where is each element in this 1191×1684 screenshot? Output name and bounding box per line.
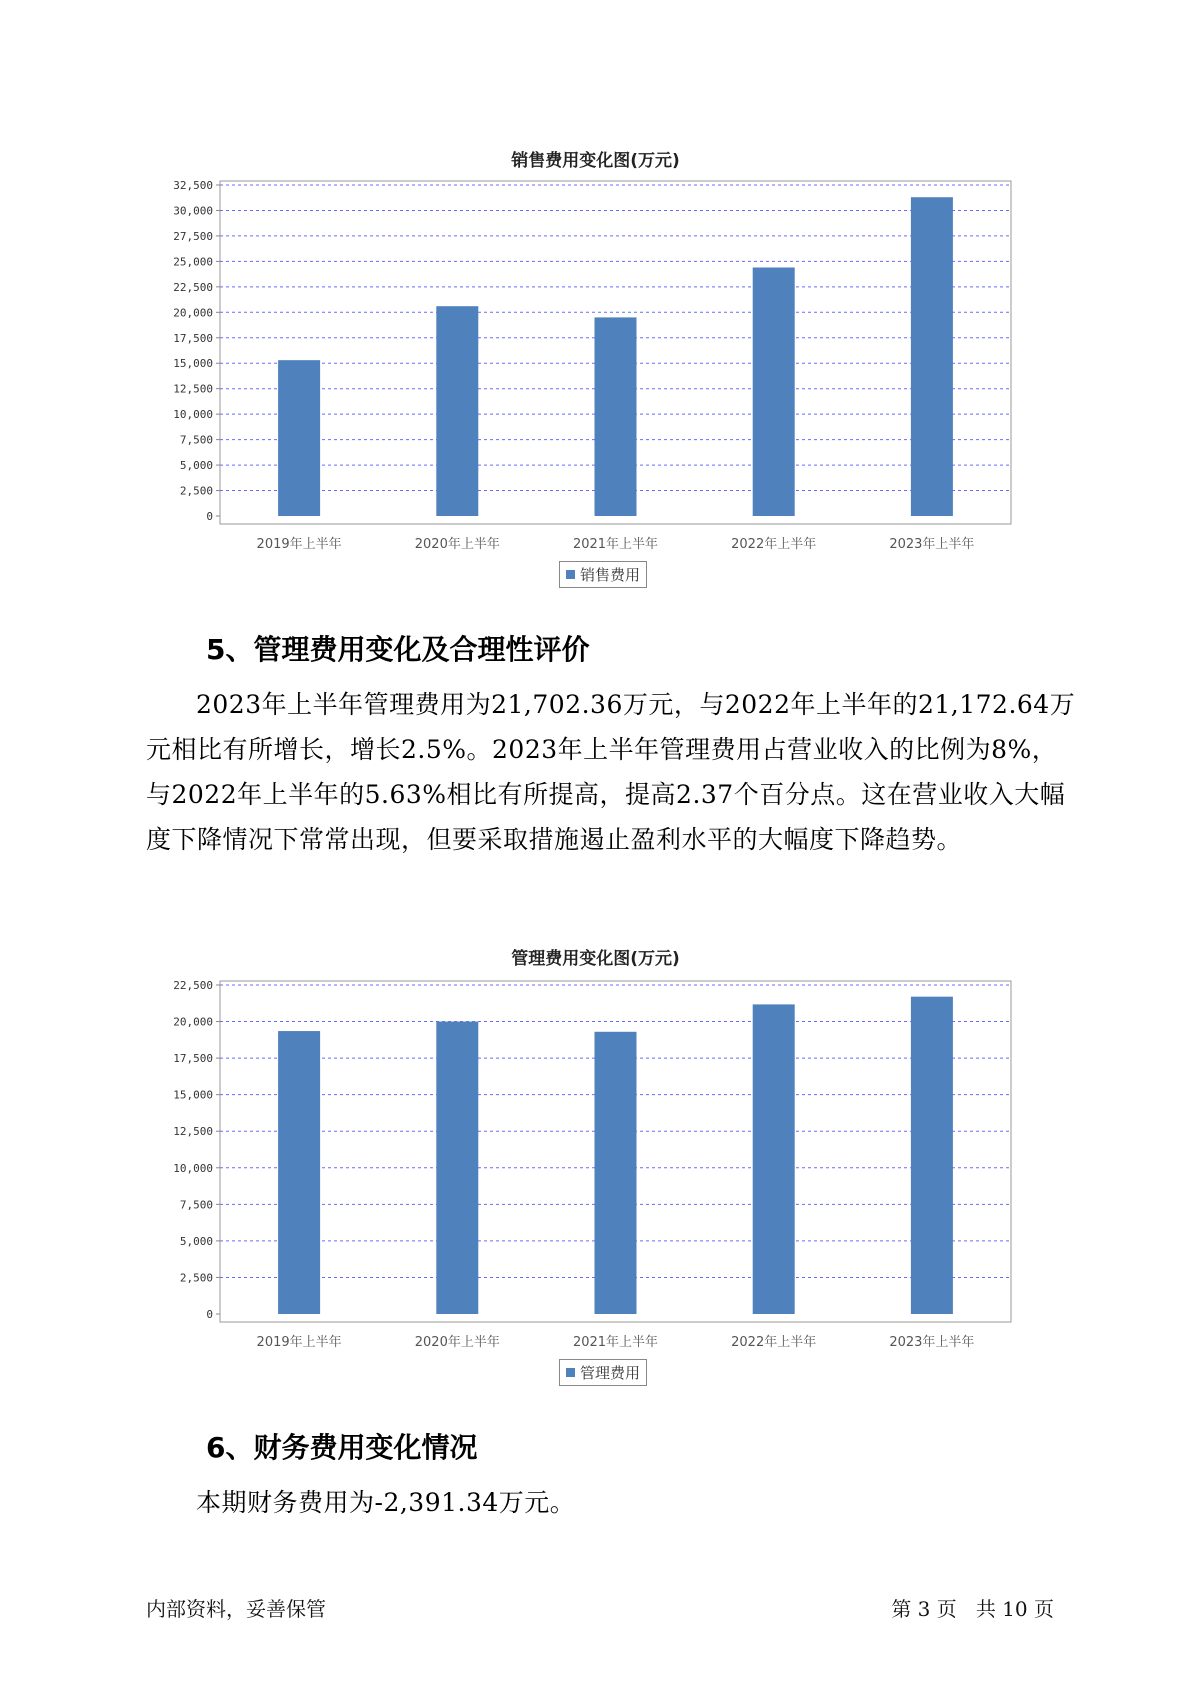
x-tick-label: 2023年上半年 [889,537,975,552]
y-tick-label: 2,500 [179,1271,213,1285]
y-tick-label: 7,500 [179,433,213,447]
section-6-paragraph: 本期财务费用为-2,391.34万元。 [196,1488,576,1517]
bar [753,1004,795,1314]
footer-page-number: 第 3 页 共 10 页 [891,1597,1054,1621]
x-tick-label: 2019年上半年 [256,537,342,552]
y-tick-label: 15,000 [173,1088,213,1102]
section-5-heading: 5、管理费用变化及合理性评价 [206,633,590,666]
x-tick-label: 2020年上半年 [414,537,500,552]
section-5-paragraph: 2023年上半年管理费用为21,702.36万元，与2022年上半年的21,172.64万元相比有所增长，增长2.5%。2023年上半年管理费用占营业收入的比例为8%，与2022年上半年的5.63%相比有所提高，提高2.37个百分点。这在营业收入大幅度下降情况下常常出现，但要采取措施遏止盈利水平的大幅度下降趋势。 [146,690,1076,854]
bar [595,1032,637,1314]
bar [436,1022,478,1314]
y-tick-label: 5,000 [179,1234,213,1248]
legend-label: 销售费用 [580,566,641,584]
y-tick-label: 12,500 [173,1125,213,1139]
y-tick-label: 5,000 [179,459,213,473]
y-tick-label: 25,000 [173,255,213,269]
y-tick-label: 32,500 [173,179,213,192]
x-tick-label: 2021年上半年 [572,537,659,552]
x-tick-label: 2022年上半年 [731,537,817,552]
admin-expense-legend [559,1359,647,1386]
y-tick-label: 10,000 [173,408,213,422]
y-tick-label: 0 [206,510,213,523]
bar [278,1031,320,1314]
bar [911,997,953,1314]
admin-expense-chart-title: 管理费用变化图(万元) [511,949,680,969]
y-tick-label: 15,000 [173,357,213,371]
x-tick-label: 2019年上半年 [256,1335,342,1350]
y-tick-label: 20,000 [173,306,213,320]
x-tick-label: 2021年上半年 [572,1335,659,1350]
y-tick-label: 10,000 [173,1161,213,1175]
y-tick-label: 7,500 [179,1198,213,1212]
y-tick-label: 30,000 [173,204,213,218]
y-tick-label: 12,500 [173,382,213,396]
section-6-heading: 6、财务费用变化情况 [206,1431,478,1464]
legend-swatch [566,1368,575,1377]
y-tick-label: 0 [206,1308,213,1321]
footer-confidential: 内部资料，妥善保管 [146,1597,326,1621]
y-tick-label: 22,500 [173,979,213,992]
y-tick-label: 20,000 [173,1015,213,1029]
y-tick-label: 2,500 [179,484,213,498]
legend-label: 管理费用 [580,1364,641,1382]
y-tick-label: 22,500 [173,280,213,294]
y-tick-label: 17,500 [173,331,213,345]
sales-expense-chart-title: 销售费用变化图(万元) [511,151,680,171]
y-tick-label: 17,500 [173,1052,213,1066]
x-tick-label: 2020年上半年 [414,1335,500,1350]
x-tick-label: 2023年上半年 [889,1335,975,1350]
y-tick-label: 27,500 [173,229,213,243]
x-tick-label: 2022年上半年 [731,1335,817,1350]
